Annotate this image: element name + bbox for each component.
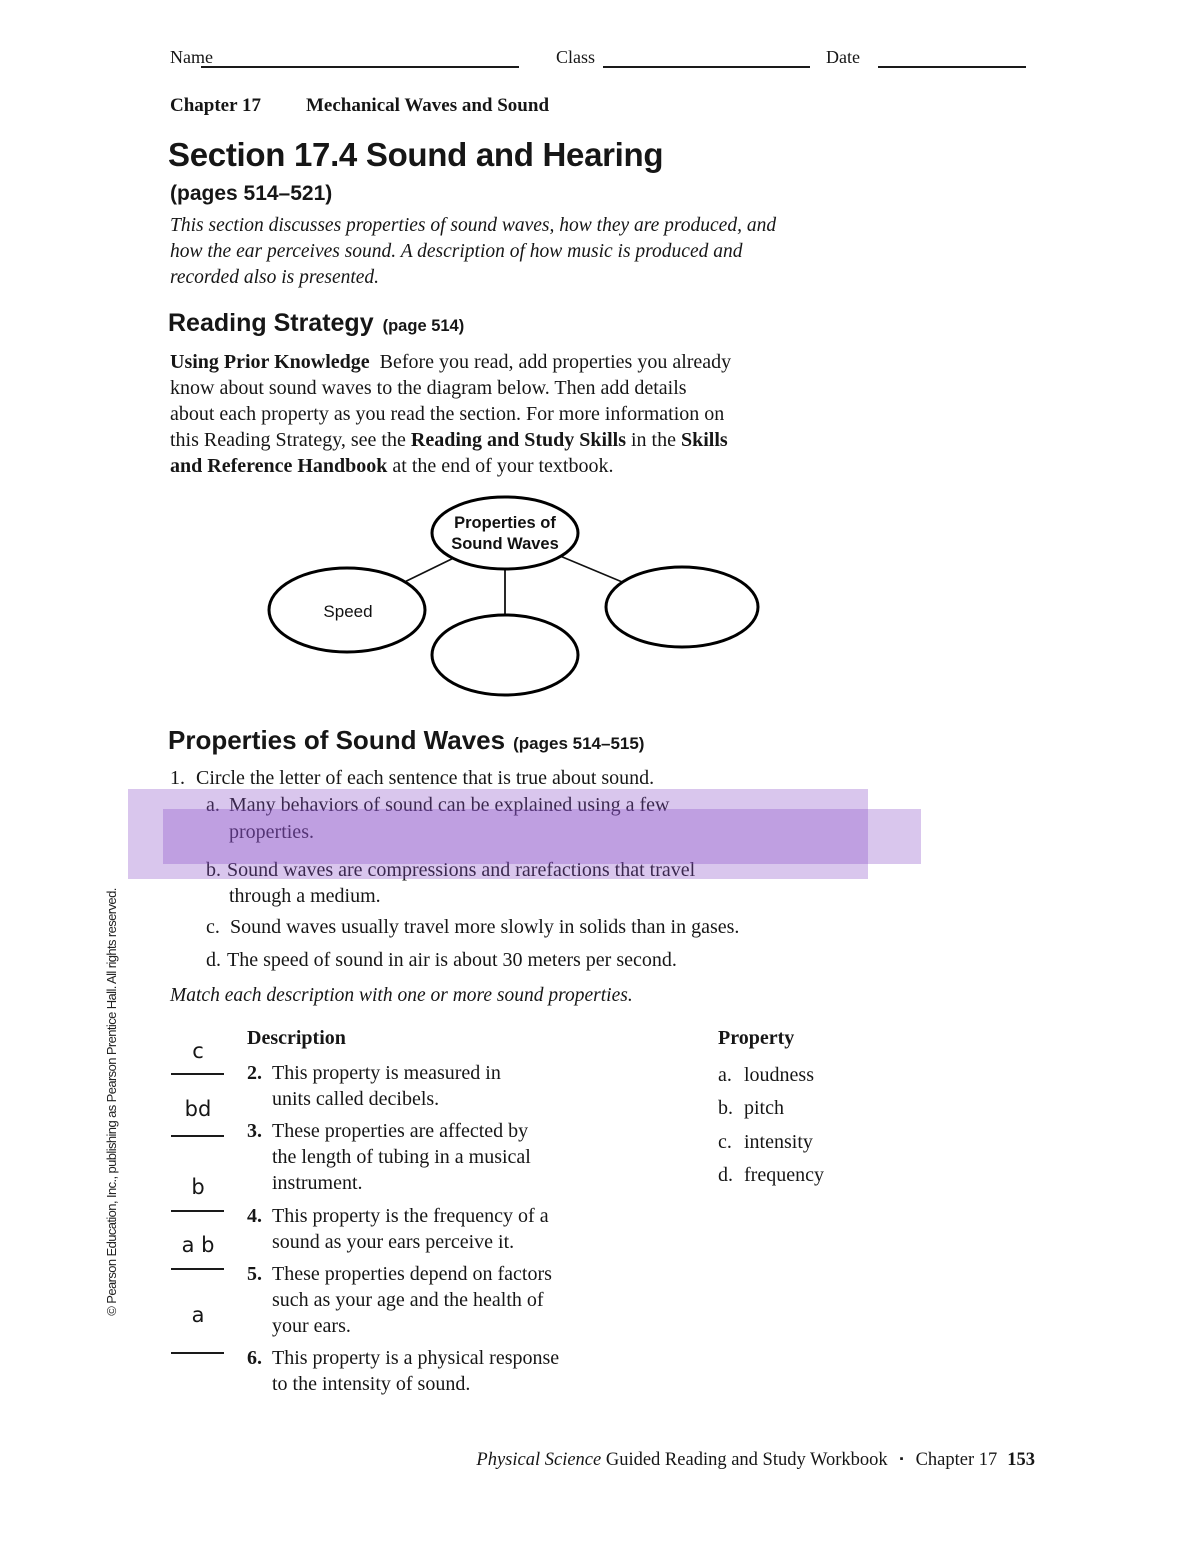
- property-header: Property: [718, 1027, 795, 1049]
- item-2-line: units called decibels.: [272, 1088, 440, 1110]
- description-header: Description: [247, 1027, 346, 1049]
- item-5-line: such as your age and the health of: [272, 1289, 544, 1311]
- properties-heading-page-ref: (pages 514–515): [513, 734, 645, 753]
- intro-line: recorded also is presented.: [170, 267, 380, 288]
- option-b-letter: b.: [206, 859, 221, 881]
- footer-separator-icon: ▪: [899, 1453, 904, 1465]
- question-1-text: Circle the letter of each sentence that is true about sound.: [196, 767, 655, 789]
- intro-line: how the ear perceives sound. A description of how music is produced and: [170, 241, 743, 262]
- reading-strategy-lead: Using Prior Knowledge: [170, 351, 370, 373]
- node-root-label-line1: Properties of: [454, 514, 556, 532]
- intro-line: This section discusses properties of sound waves, how they are produced, and: [170, 215, 777, 236]
- properties-heading-title: Properties of Sound Waves: [168, 725, 506, 755]
- option-b-line: through a medium.: [229, 885, 381, 907]
- section-pages: (pages 514–521): [170, 182, 333, 205]
- item-5-line: your ears.: [272, 1315, 351, 1337]
- property-label: loudness: [744, 1064, 814, 1086]
- name-blank-line: [201, 66, 519, 68]
- class-blank-line: [603, 66, 810, 68]
- reading-strategy-line: [170, 454, 613, 478]
- property-label: intensity: [744, 1131, 813, 1153]
- node-root-oval: [432, 497, 578, 569]
- footer-chapter: Chapter 17: [915, 1450, 998, 1470]
- property-option-b: [718, 1096, 784, 1120]
- node-speed-label: Speed: [323, 602, 373, 621]
- property-letter: a.: [718, 1064, 732, 1086]
- property-option-a: [718, 1063, 814, 1087]
- option-c-line: Sound waves usually travel more slowly in solids than in gases.: [230, 916, 740, 938]
- option-a-line: Many behaviors of sound can be explained using a few: [229, 794, 670, 816]
- reading-strategy-text: Before you read, add properties you already: [369, 351, 732, 373]
- property-letter: d.: [718, 1164, 733, 1186]
- property-option-c: [718, 1130, 813, 1154]
- footer-book-subtitle: Guided Reading and Study Workbook: [601, 1450, 888, 1470]
- question-1-number: 1.: [170, 767, 185, 789]
- answer-text-2: c: [192, 1039, 204, 1063]
- property-label: pitch: [744, 1097, 784, 1119]
- property-letter: b.: [718, 1097, 733, 1119]
- node-root-label-line2: Sound Waves: [451, 535, 559, 553]
- option-c-letter: c.: [206, 916, 220, 938]
- answer-text-6: a: [191, 1303, 205, 1327]
- reading-strategy-page-ref: (page 514): [382, 317, 465, 335]
- item-3-number: 3.: [247, 1120, 262, 1142]
- reading-strategy-bold-ref: Skills: [680, 429, 728, 451]
- reading-strategy-heading: [168, 309, 464, 337]
- footer-book-title: Physical Science: [476, 1450, 602, 1470]
- answer-blank-3: [171, 1135, 224, 1137]
- node-blank-right-oval: [606, 567, 758, 647]
- reading-strategy-bold-ref: and Reference Handbook: [170, 455, 388, 477]
- item-3-line: the length of tubing in a musical: [272, 1146, 531, 1168]
- reading-strategy-text: this Reading Strategy, see the: [170, 429, 411, 451]
- answer-blank-6: [171, 1352, 224, 1354]
- name-label: Name: [170, 47, 213, 67]
- item-2-line: This property is measured in: [272, 1062, 501, 1084]
- answer-blank-4: [171, 1210, 224, 1212]
- copyright-vertical-text: © Pearson Education, Inc., publishing as Pearson Prentice Hall. All rights reserved.: [104, 888, 119, 1316]
- footer-page-number: 153: [1007, 1450, 1035, 1470]
- item-6-line: to the intensity of sound.: [272, 1373, 471, 1395]
- chapter-number: Chapter 17: [170, 95, 261, 116]
- property-option-d: [718, 1163, 824, 1187]
- item-6-line: This property is a physical response: [272, 1347, 560, 1369]
- section-title: Section 17.4 Sound and Hearing: [168, 136, 664, 173]
- node-blank-bottom-oval: [432, 615, 578, 695]
- properties-heading: [168, 726, 644, 755]
- option-b-line: Sound waves are compressions and rarefactions that travel: [227, 859, 696, 881]
- reading-strategy-bold-ref: Reading and Study Skills: [410, 429, 626, 451]
- item-6-number: 6.: [247, 1347, 262, 1369]
- option-a-letter: a.: [206, 794, 220, 816]
- reading-strategy-line: [170, 350, 731, 374]
- reading-strategy-text: in the: [625, 429, 681, 451]
- answer-text-3: bd: [184, 1097, 212, 1121]
- answer-text-5: a b: [181, 1233, 215, 1257]
- reading-strategy-line: know about sound waves to the diagram below. Then add details: [170, 377, 687, 399]
- reading-strategy-line: about each property as you read the section. For more information on: [170, 403, 725, 425]
- class-label: Class: [556, 47, 596, 67]
- answer-text-4: b: [191, 1175, 205, 1199]
- answer-blank-5: [171, 1268, 224, 1270]
- reading-strategy-text: at the end of your textbook.: [387, 455, 614, 477]
- date-label: Date: [826, 47, 860, 67]
- option-a-line: properties.: [229, 821, 314, 843]
- concept-map: [250, 478, 800, 713]
- item-3-line: instrument.: [272, 1172, 363, 1194]
- item-5-line: These properties depend on factors: [272, 1263, 552, 1285]
- item-5-number: 5.: [247, 1263, 262, 1285]
- property-label: frequency: [744, 1164, 824, 1186]
- page-footer: [340, 1448, 1035, 1471]
- reading-strategy-line: [170, 428, 728, 452]
- option-d-letter: d.: [206, 949, 221, 971]
- answer-blank-2: [171, 1073, 224, 1075]
- chapter-title: Mechanical Waves and Sound: [306, 95, 550, 116]
- item-4-line: sound as your ears perceive it.: [272, 1231, 515, 1253]
- item-2-number: 2.: [247, 1062, 262, 1084]
- property-letter: c.: [718, 1131, 732, 1153]
- item-4-number: 4.: [247, 1205, 262, 1227]
- item-3-line: These properties are affected by: [272, 1120, 529, 1142]
- reading-strategy-title: Reading Strategy: [168, 309, 374, 337]
- item-4-line: This property is the frequency of a: [272, 1205, 549, 1227]
- date-blank-line: [878, 66, 1026, 68]
- match-instruction: Match each description with one or more sound properties.: [170, 985, 633, 1006]
- option-d-line: The speed of sound in air is about 30 meters per second.: [227, 949, 677, 971]
